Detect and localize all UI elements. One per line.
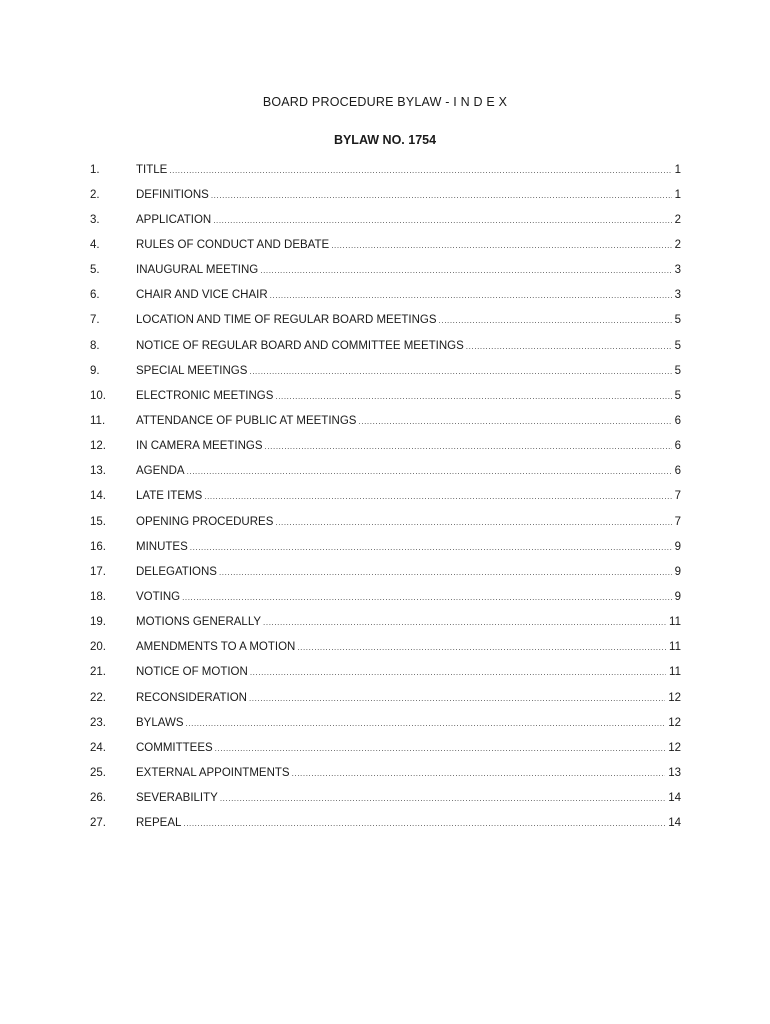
dot-leader bbox=[187, 467, 672, 476]
toc-entry bbox=[136, 390, 681, 402]
toc-item-label: RULES OF CONDUCT AND DEBATE bbox=[136, 238, 330, 251]
toc-item-page-number: 11 bbox=[669, 641, 681, 654]
toc-item-page-number: 11 bbox=[669, 616, 681, 629]
toc-item-label: CHAIR AND VICE CHAIR bbox=[136, 289, 268, 302]
toc-item-page-number: 5 bbox=[674, 314, 681, 327]
toc-entry bbox=[136, 817, 681, 829]
toc-item-number: 20. bbox=[90, 641, 106, 654]
dot-leader bbox=[270, 291, 672, 300]
toc-entry bbox=[136, 591, 681, 603]
toc-item-label: MINUTES bbox=[136, 540, 188, 553]
toc-item-number: 23. bbox=[90, 716, 106, 729]
dot-leader bbox=[263, 618, 666, 627]
dot-leader bbox=[466, 342, 672, 351]
toc-item-page-number: 11 bbox=[669, 666, 681, 679]
toc-item-number: 2. bbox=[90, 188, 100, 201]
toc-item-label: ATTENDANCE OF PUBLIC AT MEETINGS bbox=[136, 414, 357, 427]
dot-leader bbox=[169, 166, 671, 175]
toc-entry bbox=[136, 717, 681, 729]
toc-row bbox=[0, 760, 770, 785]
toc-entry bbox=[136, 214, 681, 226]
toc-row bbox=[0, 358, 770, 383]
toc-item-number: 17. bbox=[90, 565, 106, 578]
dot-leader bbox=[292, 769, 666, 778]
toc-item-page-number: 13 bbox=[668, 766, 681, 779]
toc-row bbox=[0, 660, 770, 685]
dot-leader bbox=[220, 794, 665, 803]
toc-item-label: OPENING PROCEDURES bbox=[136, 515, 274, 528]
dot-leader bbox=[250, 668, 666, 677]
toc-item-label: APPLICATION bbox=[136, 213, 212, 226]
toc-item-page-number: 1 bbox=[674, 188, 681, 201]
toc-item-label: LATE ITEMS bbox=[136, 490, 203, 503]
toc-item-label: DELEGATIONS bbox=[136, 565, 217, 578]
toc-row bbox=[0, 434, 770, 459]
toc-item-page-number: 7 bbox=[674, 490, 681, 503]
dot-leader bbox=[249, 694, 665, 703]
toc-item-label: NOTICE OF MOTION bbox=[136, 666, 248, 679]
toc-item-number: 27. bbox=[90, 817, 106, 830]
toc-row bbox=[0, 710, 770, 735]
toc-item-page-number: 2 bbox=[674, 213, 681, 226]
dot-leader bbox=[190, 543, 672, 552]
bylaw-number-heading: BYLAW NO. 1754 bbox=[333, 133, 437, 147]
dot-leader bbox=[275, 518, 671, 527]
toc-item-label: BYLAWS bbox=[136, 716, 184, 729]
toc-item-number: 11. bbox=[90, 414, 106, 427]
dot-leader bbox=[249, 367, 671, 376]
toc-row bbox=[0, 635, 770, 660]
toc-row bbox=[0, 308, 770, 333]
dot-leader bbox=[331, 241, 671, 250]
toc-item-number: 4. bbox=[90, 238, 100, 251]
toc-item-number: 24. bbox=[90, 741, 106, 754]
dot-leader bbox=[215, 744, 666, 753]
toc-row bbox=[0, 207, 770, 232]
dot-leader bbox=[182, 593, 672, 602]
toc-row bbox=[0, 584, 770, 609]
dot-leader bbox=[213, 216, 671, 225]
toc-item-label: MOTIONS GENERALLY bbox=[136, 616, 262, 629]
toc-entry bbox=[136, 792, 681, 804]
toc-item-page-number: 3 bbox=[674, 264, 681, 277]
toc-item-label: VOTING bbox=[136, 590, 181, 603]
toc-item-label: COMMITTEES bbox=[136, 741, 213, 754]
toc-entry bbox=[136, 516, 681, 528]
toc-item-page-number: 5 bbox=[674, 389, 681, 402]
toc-item-page-number: 1 bbox=[674, 163, 681, 176]
toc-item-page-number: 5 bbox=[674, 339, 681, 352]
toc-item-number: 25. bbox=[90, 766, 106, 779]
table-of-contents bbox=[0, 157, 770, 836]
dot-leader bbox=[211, 191, 672, 200]
toc-item-label: SPECIAL MEETINGS bbox=[136, 364, 248, 377]
toc-item-label: RECONSIDERATION bbox=[136, 691, 247, 704]
toc-entry bbox=[136, 490, 681, 502]
toc-row bbox=[0, 232, 770, 257]
toc-row bbox=[0, 182, 770, 207]
toc-row bbox=[0, 333, 770, 358]
toc-item-label: AMENDMENTS TO A MOTION bbox=[136, 641, 296, 654]
toc-item-number: 22. bbox=[90, 691, 106, 704]
toc-item-page-number: 2 bbox=[674, 238, 681, 251]
dot-leader bbox=[297, 643, 666, 652]
toc-item-number: 7. bbox=[90, 314, 100, 327]
toc-row bbox=[0, 559, 770, 584]
toc-row bbox=[0, 157, 770, 182]
toc-row bbox=[0, 811, 770, 836]
toc-entry bbox=[136, 340, 681, 352]
toc-item-label: ELECTRONIC MEETINGS bbox=[136, 389, 274, 402]
toc-row bbox=[0, 408, 770, 433]
toc-row bbox=[0, 459, 770, 484]
toc-item-number: 15. bbox=[90, 515, 106, 528]
toc-item-number: 8. bbox=[90, 339, 100, 352]
toc-item-page-number: 14 bbox=[668, 817, 681, 830]
toc-entry bbox=[136, 365, 681, 377]
toc-item-number: 13. bbox=[90, 465, 106, 478]
toc-entry bbox=[136, 742, 681, 754]
toc-item-page-number: 6 bbox=[674, 440, 681, 453]
toc-item-label: AGENDA bbox=[136, 465, 185, 478]
toc-row bbox=[0, 610, 770, 635]
toc-item-label: EXTERNAL APPOINTMENTS bbox=[136, 766, 290, 779]
dot-leader bbox=[219, 568, 672, 577]
toc-item-label: DEFINITIONS bbox=[136, 188, 209, 201]
dot-leader bbox=[260, 266, 671, 275]
toc-row bbox=[0, 283, 770, 308]
toc-row bbox=[0, 735, 770, 760]
toc-item-number: 3. bbox=[90, 213, 100, 226]
toc-item-number: 9. bbox=[90, 364, 100, 377]
dot-leader bbox=[439, 316, 672, 325]
document-title: BOARD PROCEDURE BYLAW - I N D E X bbox=[262, 95, 508, 109]
toc-item-label: NOTICE OF REGULAR BOARD AND COMMITTEE MEETINGS bbox=[136, 339, 464, 352]
toc-item-label: LOCATION AND TIME OF REGULAR BOARD MEETINGS bbox=[136, 314, 437, 327]
toc-item-page-number: 7 bbox=[674, 515, 681, 528]
toc-entry bbox=[136, 189, 681, 201]
toc-item-page-number: 3 bbox=[674, 289, 681, 302]
toc-row bbox=[0, 534, 770, 559]
toc-entry bbox=[136, 465, 681, 477]
toc-entry bbox=[136, 164, 681, 176]
toc-item-page-number: 6 bbox=[674, 465, 681, 478]
toc-item-number: 14. bbox=[90, 490, 106, 503]
dot-leader bbox=[204, 492, 671, 501]
toc-row bbox=[0, 509, 770, 534]
toc-row bbox=[0, 258, 770, 283]
toc-entry bbox=[136, 440, 681, 452]
dot-leader bbox=[265, 442, 672, 451]
toc-item-number: 5. bbox=[90, 264, 100, 277]
toc-entry bbox=[136, 566, 681, 578]
toc-item-label: TITLE bbox=[136, 163, 168, 176]
toc-row bbox=[0, 383, 770, 408]
toc-entry bbox=[136, 289, 681, 301]
toc-item-number: 26. bbox=[90, 792, 106, 805]
toc-row bbox=[0, 786, 770, 811]
toc-item-label: SEVERABILITY bbox=[136, 792, 218, 805]
toc-item-page-number: 12 bbox=[668, 741, 681, 754]
dot-leader bbox=[275, 392, 671, 401]
toc-item-page-number: 9 bbox=[674, 565, 681, 578]
toc-row bbox=[0, 484, 770, 509]
dot-leader bbox=[186, 719, 666, 728]
toc-entry bbox=[136, 239, 681, 251]
toc-entry bbox=[136, 692, 681, 704]
toc-entry bbox=[136, 415, 681, 427]
toc-row bbox=[0, 685, 770, 710]
toc-item-label: INAUGURAL MEETING bbox=[136, 264, 259, 277]
toc-entry bbox=[136, 641, 681, 653]
toc-item-page-number: 12 bbox=[668, 691, 681, 704]
toc-item-number: 19. bbox=[90, 616, 106, 629]
toc-item-page-number: 9 bbox=[674, 590, 681, 603]
toc-entry bbox=[136, 264, 681, 276]
toc-item-page-number: 5 bbox=[674, 364, 681, 377]
dot-leader bbox=[183, 819, 665, 828]
toc-entry bbox=[136, 767, 681, 779]
toc-item-label: REPEAL bbox=[136, 817, 182, 830]
toc-entry bbox=[136, 541, 681, 553]
toc-item-number: 21. bbox=[90, 666, 106, 679]
toc-item-page-number: 9 bbox=[674, 540, 681, 553]
toc-entry bbox=[136, 314, 681, 326]
toc-item-number: 18. bbox=[90, 590, 106, 603]
toc-item-page-number: 12 bbox=[668, 716, 681, 729]
toc-item-number: 12. bbox=[90, 440, 106, 453]
toc-item-page-number: 14 bbox=[668, 792, 681, 805]
toc-item-number: 16. bbox=[90, 540, 106, 553]
toc-entry bbox=[136, 666, 681, 678]
toc-entry bbox=[136, 616, 681, 628]
toc-item-number: 6. bbox=[90, 289, 100, 302]
toc-item-number: 1. bbox=[90, 163, 100, 176]
toc-item-page-number: 6 bbox=[674, 414, 681, 427]
dot-leader bbox=[358, 417, 671, 426]
toc-item-number: 10. bbox=[90, 389, 106, 402]
toc-item-label: IN CAMERA MEETINGS bbox=[136, 440, 263, 453]
